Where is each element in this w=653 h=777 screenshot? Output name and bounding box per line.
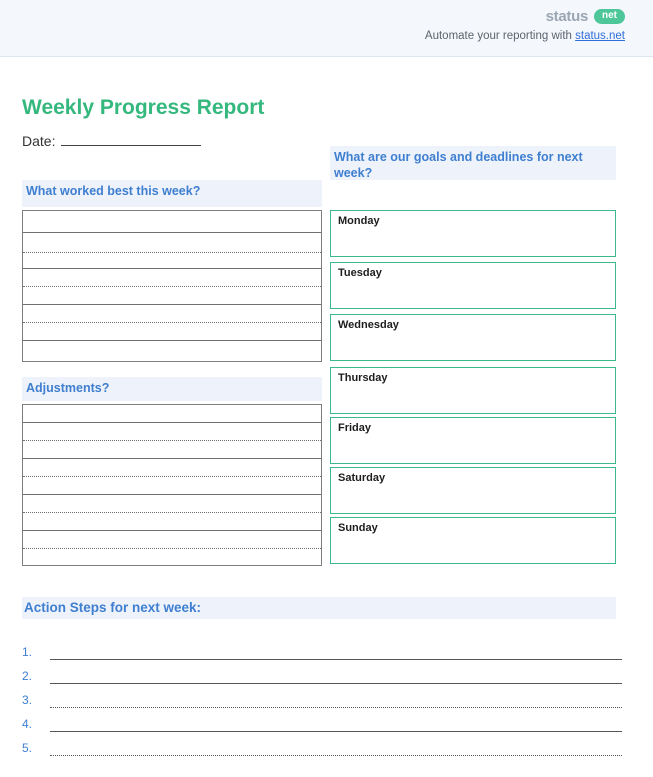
day-box-thursday[interactable] <box>330 367 616 414</box>
section-heading-adjustments: Adjustments? <box>22 377 322 401</box>
ruled-line <box>23 253 321 269</box>
brand-badge-net: net <box>594 9 625 24</box>
ruled-line <box>23 477 321 495</box>
day-label-tuesday: Tuesday <box>338 267 382 279</box>
ruled-line <box>23 549 321 565</box>
section-heading-action-steps: Action Steps for next week: <box>22 597 616 619</box>
ruled-line <box>23 513 321 531</box>
ruled-line <box>23 423 321 441</box>
action-step-line[interactable] <box>50 659 622 660</box>
action-steps-list <box>22 645 622 765</box>
day-label-monday: Monday <box>338 215 380 227</box>
tagline-text: Automate your reporting with <box>424 30 576 42</box>
day-box-monday[interactable] <box>330 210 616 257</box>
action-step-number: 4. <box>22 717 33 731</box>
brand-name-text: status <box>545 8 588 25</box>
action-step-number: 1. <box>22 645 33 659</box>
ruled-line <box>23 233 321 253</box>
ruled-line <box>23 341 321 361</box>
ruled-line <box>23 441 321 459</box>
status-net-link[interactable]: status.net <box>575 30 625 42</box>
day-box-wednesday[interactable] <box>330 314 616 361</box>
day-box-sunday[interactable] <box>330 517 616 564</box>
day-box-saturday[interactable] <box>330 467 616 514</box>
action-step-line[interactable] <box>50 731 622 732</box>
action-step-line[interactable] <box>50 683 622 684</box>
page-header <box>0 0 653 57</box>
worked-best-lines-box[interactable] <box>22 210 322 362</box>
action-step-item[interactable] <box>22 669 622 693</box>
day-label-friday: Friday <box>338 422 372 434</box>
ruled-line <box>23 269 321 287</box>
day-box-friday[interactable] <box>330 417 616 464</box>
day-label-sunday: Sunday <box>338 522 378 534</box>
ruled-line <box>23 495 321 513</box>
ruled-line <box>23 287 321 305</box>
action-step-line[interactable] <box>50 707 622 708</box>
date-label: Date: <box>22 133 56 149</box>
section-heading-goals: What are our goals and deadlines for next week? <box>330 146 616 180</box>
action-step-line[interactable] <box>50 755 622 756</box>
date-row <box>22 133 201 149</box>
action-step-number: 2. <box>22 669 33 683</box>
date-blank-field[interactable] <box>61 133 201 146</box>
ruled-line <box>23 323 321 341</box>
day-label-saturday: Saturday <box>338 472 386 484</box>
ruled-line <box>23 211 321 233</box>
day-box-tuesday[interactable] <box>330 262 616 309</box>
ruled-line <box>23 405 321 423</box>
section-heading-worked-best: What worked best this week? <box>22 180 322 207</box>
action-step-item[interactable] <box>22 645 622 669</box>
action-step-item[interactable] <box>22 741 622 765</box>
ruled-line <box>23 459 321 477</box>
day-label-wednesday: Wednesday <box>338 319 399 331</box>
action-step-item[interactable] <box>22 717 622 741</box>
ruled-line <box>23 305 321 323</box>
page-title: Weekly Progress Report <box>22 96 265 119</box>
adjustments-lines-box[interactable] <box>22 404 322 566</box>
day-label-thursday: Thursday <box>338 372 388 384</box>
ruled-line <box>23 531 321 549</box>
action-step-number: 5. <box>22 741 33 755</box>
header-tagline <box>425 30 625 42</box>
action-step-item[interactable] <box>22 693 622 717</box>
action-step-number: 3. <box>22 693 33 707</box>
brand-logo <box>546 8 625 25</box>
